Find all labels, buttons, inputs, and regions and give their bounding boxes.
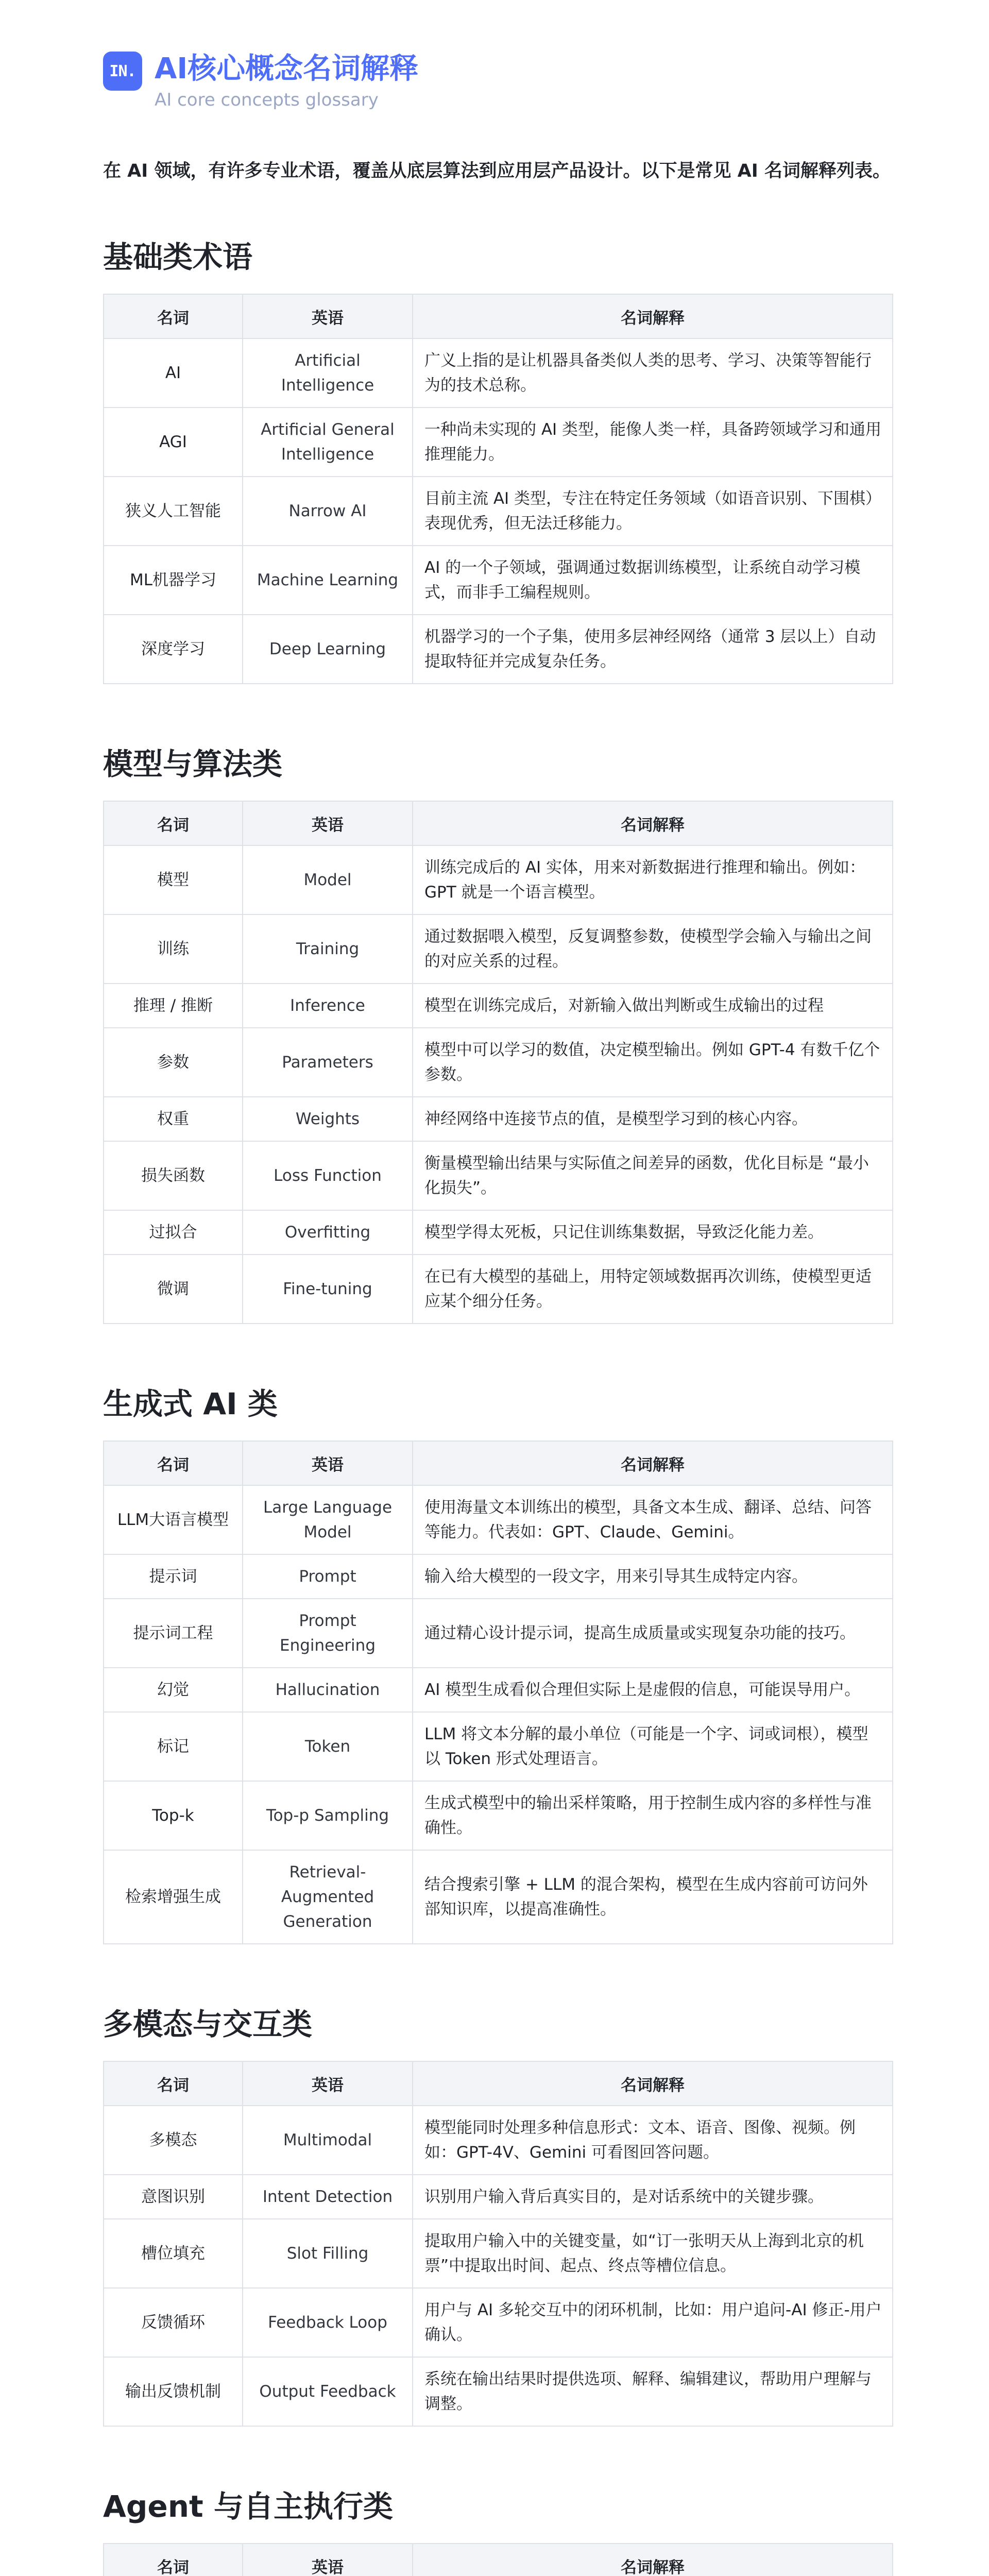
term-cell: 输出反馈机制 bbox=[104, 2357, 243, 2426]
column-header-definition: 名词解释 bbox=[413, 1441, 893, 1485]
definition-cell: AI 的一个子领域，强调通过数据训练模型，让系统自动学习模式，而非手工编程规则。 bbox=[413, 546, 893, 615]
term-cell: AGI bbox=[104, 408, 243, 477]
english-cell: Top-p Sampling bbox=[243, 1781, 413, 1850]
term-cell: 意图识别 bbox=[104, 2175, 243, 2219]
glossary-table bbox=[103, 294, 893, 684]
table-row bbox=[104, 477, 893, 546]
table-header-row bbox=[104, 2061, 893, 2106]
term-cell: 槽位填充 bbox=[104, 2219, 243, 2288]
intro-paragraph: 在 AI 领域，有许多专业术语，覆盖从底层算法到应用层产品设计。以下是常见 AI 名词解释列表。 bbox=[103, 161, 891, 181]
table-row bbox=[104, 2357, 893, 2426]
term-cell: ML机器学习 bbox=[104, 546, 243, 615]
english-cell: Narrow AI bbox=[243, 477, 413, 546]
term-cell: 损失函数 bbox=[104, 1141, 243, 1210]
page-subtitle: AI core concepts glossary bbox=[155, 90, 379, 110]
title-block bbox=[155, 49, 418, 111]
english-cell: Multimodal bbox=[243, 2106, 413, 2175]
definition-cell: 生成式模型中的输出采样策略，用于控制生成内容的多样性与准确性。 bbox=[413, 1781, 893, 1850]
table-row bbox=[104, 2219, 893, 2288]
term-cell: 提示词 bbox=[104, 1554, 243, 1599]
definition-cell: 通过数据喂入模型，反复调整参数，使模型学会输入与输出之间的对应关系的过程。 bbox=[413, 914, 893, 984]
section-title: 多模态与交互类 bbox=[103, 2007, 313, 2042]
table-row bbox=[104, 1712, 893, 1781]
english-cell: Feedback Loop bbox=[243, 2288, 413, 2357]
table-row bbox=[104, 914, 893, 984]
definition-cell: 模型在训练完成后，对新输入做出判断或生成输出的过程 bbox=[413, 984, 893, 1028]
table-row bbox=[104, 1599, 893, 1668]
definition-cell: 系统在输出结果时提供选项、解释、编辑建议，帮助用户理解与调整。 bbox=[413, 2357, 893, 2426]
english-cell: Large Language Model bbox=[243, 1485, 413, 1554]
term-cell: 幻觉 bbox=[104, 1668, 243, 1712]
english-cell: Machine Learning bbox=[243, 546, 413, 615]
table-row bbox=[104, 984, 893, 1028]
table-row bbox=[104, 1850, 893, 1944]
definition-cell: 使用海量文本训练出的模型，具备文本生成、翻译、总结、问答等能力。代表如：GPT、Claude、Gemini。 bbox=[413, 1485, 893, 1554]
term-cell: 检索增强生成 bbox=[104, 1850, 243, 1944]
english-cell: Artificial General Intelligence bbox=[243, 408, 413, 477]
english-cell: Token bbox=[243, 1712, 413, 1781]
column-header-english: 英语 bbox=[243, 801, 413, 845]
column-header-definition: 名词解释 bbox=[413, 2544, 893, 2576]
term-cell: 反馈循环 bbox=[104, 2288, 243, 2357]
section-title: 基础类术语 bbox=[103, 240, 253, 275]
term-cell: 标记 bbox=[104, 1712, 243, 1781]
section-title: 模型与算法类 bbox=[103, 747, 283, 782]
table-header-row bbox=[104, 294, 893, 338]
column-header-term: 名词 bbox=[104, 801, 243, 845]
term-cell: 狭义人工智能 bbox=[104, 477, 243, 546]
table-row bbox=[104, 1141, 893, 1210]
glossary-table bbox=[103, 1440, 893, 1944]
english-cell: Intent Detection bbox=[243, 2175, 413, 2219]
table-row bbox=[104, 1210, 893, 1255]
definition-cell: LLM 将文本分解的最小单位（可能是一个字、词或词根），模型以 Token 形式处理语言。 bbox=[413, 1712, 893, 1781]
column-header-english: 英语 bbox=[243, 2544, 413, 2576]
definition-cell: 模型学得太死板，只记住训练集数据，导致泛化能力差。 bbox=[413, 1210, 893, 1255]
column-header-definition: 名词解释 bbox=[413, 2061, 893, 2106]
glossary-table bbox=[103, 2543, 893, 2576]
glossary-section bbox=[103, 239, 893, 684]
page-header bbox=[103, 49, 893, 111]
table-row bbox=[104, 1028, 893, 1097]
english-cell: Artificial Intelligence bbox=[243, 338, 413, 408]
definition-cell: 衡量模型输出结果与实际值之间差异的函数，优化目标是 “最小化损失”。 bbox=[413, 1141, 893, 1210]
definition-cell: 用户与 AI 多轮交互中的闭环机制，比如：用户追问-AI 修正-用户确认。 bbox=[413, 2288, 893, 2357]
glossary-section bbox=[103, 2488, 893, 2576]
column-header-term: 名词 bbox=[104, 2061, 243, 2106]
english-cell: Inference bbox=[243, 984, 413, 1028]
glossary-table bbox=[103, 2061, 893, 2427]
glossary-section bbox=[103, 2006, 893, 2427]
column-header-term: 名词 bbox=[104, 1441, 243, 1485]
table-row bbox=[104, 1255, 893, 1324]
term-cell: 权重 bbox=[104, 1097, 243, 1141]
english-cell: Fine-tuning bbox=[243, 1255, 413, 1324]
term-cell: 模型 bbox=[104, 845, 243, 914]
definition-cell: 提取用户输入中的关键变量，如“订一张明天从上海到北京的机票”中提取出时间、起点、终点等槽位信息。 bbox=[413, 2219, 893, 2288]
table-row bbox=[104, 1781, 893, 1850]
definition-cell: 在已有大模型的基础上，用特定领域数据再次训练，使模型更适应某个细分任务。 bbox=[413, 1255, 893, 1324]
term-cell: LLM大语言模型 bbox=[104, 1485, 243, 1554]
definition-cell: 训练完成后的 AI 实体，用来对新数据进行推理和输出。例如：GPT 就是一个语言模型。 bbox=[413, 845, 893, 914]
english-cell: Model bbox=[243, 845, 413, 914]
column-header-english: 英语 bbox=[243, 1441, 413, 1485]
term-cell: 深度学习 bbox=[104, 615, 243, 684]
english-cell: Deep Learning bbox=[243, 615, 413, 684]
section-title: Agent 与自主执行类 bbox=[103, 2489, 393, 2524]
term-cell: Top-k bbox=[104, 1781, 243, 1850]
definition-cell: 机器学习的一个子集，使用多层神经网络（通常 3 层以上）自动提取特征并完成复杂任务。 bbox=[413, 615, 893, 684]
definition-cell: 通过精心设计提示词，提高生成质量或实现复杂功能的技巧。 bbox=[413, 1599, 893, 1668]
section-title: 生成式 AI 类 bbox=[103, 1386, 278, 1421]
glossary-section bbox=[103, 1386, 893, 1944]
table-row bbox=[104, 615, 893, 684]
english-cell: Loss Function bbox=[243, 1141, 413, 1210]
table-row bbox=[104, 546, 893, 615]
term-cell: 过拟合 bbox=[104, 1210, 243, 1255]
glossary-table bbox=[103, 801, 893, 1324]
definition-cell: 识别用户输入背后真实目的，是对话系统中的关键步骤。 bbox=[413, 2175, 893, 2219]
definition-cell: 神经网络中连接节点的值，是模型学习到的核心内容。 bbox=[413, 1097, 893, 1141]
table-row bbox=[104, 1485, 893, 1554]
english-cell: Retrieval-Augmented Generation bbox=[243, 1850, 413, 1944]
table-row bbox=[104, 2288, 893, 2357]
table-row bbox=[104, 1097, 893, 1141]
definition-cell: 输入给大模型的一段文字，用来引导其生成特定内容。 bbox=[413, 1554, 893, 1599]
table-header-row bbox=[104, 2544, 893, 2576]
english-cell: Parameters bbox=[243, 1028, 413, 1097]
definition-cell: 一种尚未实现的 AI 类型，能像人类一样，具备跨领域学习和通用推理能力。 bbox=[413, 408, 893, 477]
column-header-definition: 名词解释 bbox=[413, 801, 893, 845]
table-row bbox=[104, 2175, 893, 2219]
english-cell: Prompt Engineering bbox=[243, 1599, 413, 1668]
glossary-section bbox=[103, 746, 893, 1324]
table-row bbox=[104, 408, 893, 477]
term-cell: 提示词工程 bbox=[104, 1599, 243, 1668]
glossary-sections bbox=[103, 239, 893, 2576]
definition-cell: 结合搜索引擎 + LLM 的混合架构，模型在生成内容前可访问外部知识库，以提高准确性。 bbox=[413, 1850, 893, 1944]
term-cell: 推理 / 推断 bbox=[104, 984, 243, 1028]
term-cell: 多模态 bbox=[104, 2106, 243, 2175]
english-cell: Prompt bbox=[243, 1554, 413, 1599]
column-header-english: 英语 bbox=[243, 294, 413, 338]
brand-logo: IN. bbox=[103, 52, 142, 91]
english-cell: Training bbox=[243, 914, 413, 984]
english-cell: Overfitting bbox=[243, 1210, 413, 1255]
definition-cell: 模型能同时处理多种信息形式：文本、语音、图像、视频。例如：GPT-4V、Gemini 可看图回答问题。 bbox=[413, 2106, 893, 2175]
table-header-row bbox=[104, 801, 893, 845]
english-cell: Hallucination bbox=[243, 1668, 413, 1712]
table-row bbox=[104, 2106, 893, 2175]
column-header-term: 名词 bbox=[104, 294, 243, 338]
term-cell: AI bbox=[104, 338, 243, 408]
column-header-definition: 名词解释 bbox=[413, 294, 893, 338]
table-row bbox=[104, 1668, 893, 1712]
column-header-term: 名词 bbox=[104, 2544, 243, 2576]
definition-cell: 目前主流 AI 类型，专注在特定任务领域（如语音识别、下围棋）表现优秀，但无法迁移能力。 bbox=[413, 477, 893, 546]
definition-cell: 模型中可以学习的数值，决定模型输出。例如 GPT-4 有数千亿个参数。 bbox=[413, 1028, 893, 1097]
table-row bbox=[104, 845, 893, 914]
english-cell: Output Feedback bbox=[243, 2357, 413, 2426]
table-row bbox=[104, 338, 893, 408]
term-cell: 训练 bbox=[104, 914, 243, 984]
english-cell: Weights bbox=[243, 1097, 413, 1141]
column-header-english: 英语 bbox=[243, 2061, 413, 2106]
definition-cell: AI 模型生成看似合理但实际上是虚假的信息，可能误导用户。 bbox=[413, 1668, 893, 1712]
table-row bbox=[104, 1554, 893, 1599]
term-cell: 参数 bbox=[104, 1028, 243, 1097]
table-header-row bbox=[104, 1441, 893, 1485]
term-cell: 微调 bbox=[104, 1255, 243, 1324]
definition-cell: 广义上指的是让机器具备类似人类的思考、学习、决策等智能行为的技术总称。 bbox=[413, 338, 893, 408]
english-cell: Slot Filling bbox=[243, 2219, 413, 2288]
page-title: AI核心概念名词解释 bbox=[155, 52, 419, 86]
